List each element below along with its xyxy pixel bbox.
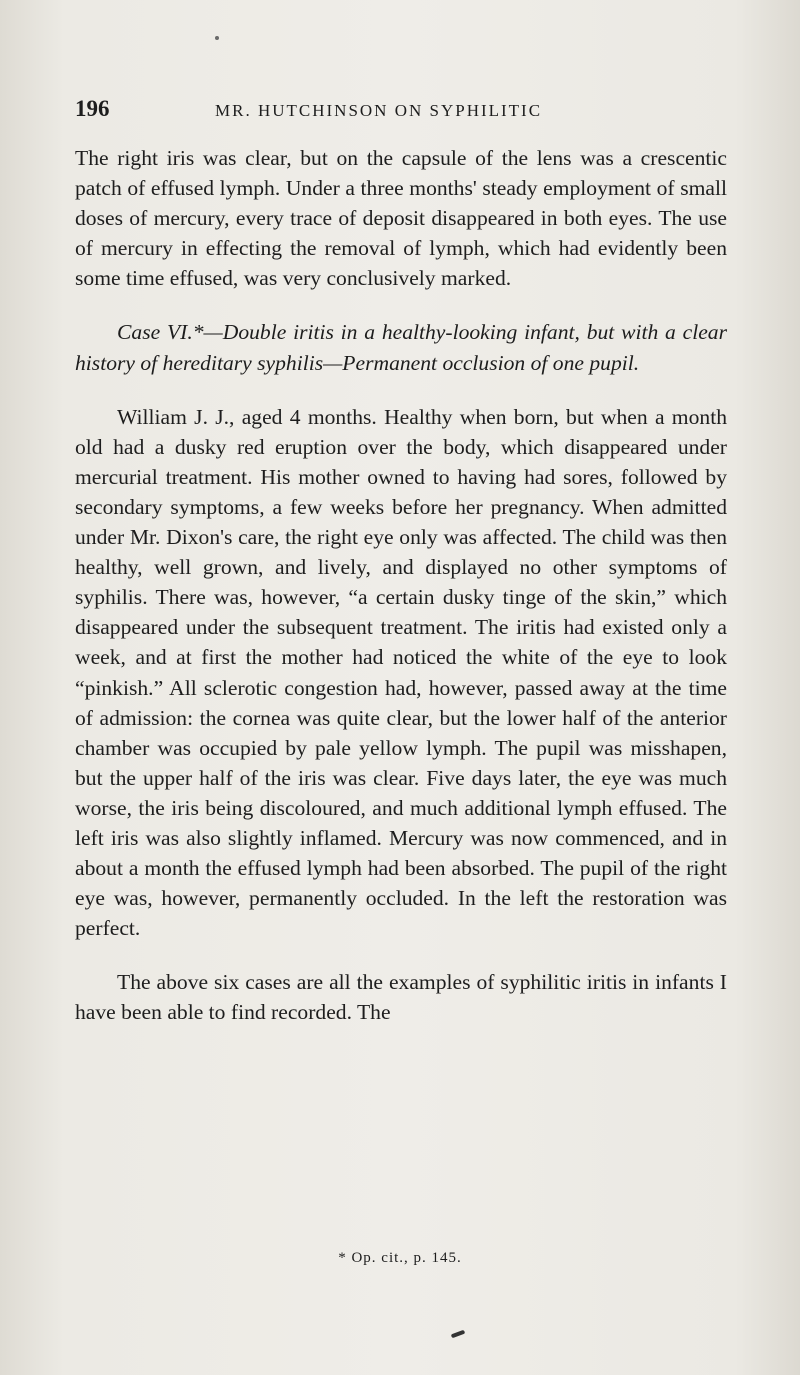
printer-mark bbox=[451, 1330, 466, 1339]
case-paragraph: William J. J., aged 4 months. Healthy when born, but when a month old had a dusky red eruption over the body, which disappeared under mercurial treatment. His mother owned to having had sores, followed by secondary symptoms, a few weeks before her pregnancy. When admitted under Mr. Dixon's care, the right eye only was affected. The child was then healthy, well grown, and lively, and displayed no other symptoms of syphilis. There was, however, “a certain dusky tinge of the skin,” which disappeared under the subsequent treatment. The iritis had existed only a week, and at first the mother had noticed the white of the eye to look “pinkish.” All sclerotic congestion had, however, passed away at the time of admission: the cornea was quite clear, but the lower half of the anterior chamber was occupied by pale yellow lymph. The pupil was misshapen, but the upper half of the iris was clear. Five days later, the eye was much worse, the iris being discoloured, and much additional lymph effused. The left iris was also slightly inflamed. Mercury was now commenced, and in about a month the effused lymph had been absorbed. The pupil of the right eye was, however, permanently occluded. In the left the restoration was perfect. bbox=[75, 404, 727, 941]
running-head: MR. HUTCHINSON ON SYPHILITIC bbox=[215, 101, 543, 120]
page-header bbox=[75, 96, 725, 124]
summary-paragraph: The above six cases are all the examples of syphilitic iritis in infants I have been able to find recorded. The bbox=[75, 970, 727, 1025]
page-number: 196 bbox=[75, 96, 110, 121]
paragraph-continuation: The right iris was clear, but on the capsule of the lens was a crescentic patch of effused lymph. Under a three months' steady employment of small doses of mercury, every trace of deposit disappeared in both eyes. The use of mercury in effecting the removal of lymph, which had evidently been some time effused, was very conclusively marked. bbox=[75, 146, 727, 291]
case-heading: Case VI.*—Double iritis in a healthy-looking infant, but with a clear history of hereditary syphilis—Permanent occlusion of one pupil. bbox=[75, 320, 727, 375]
footnote: * Op. cit., p. 145. bbox=[338, 1250, 462, 1266]
body-text bbox=[75, 143, 727, 1028]
ink-speck bbox=[215, 36, 219, 40]
